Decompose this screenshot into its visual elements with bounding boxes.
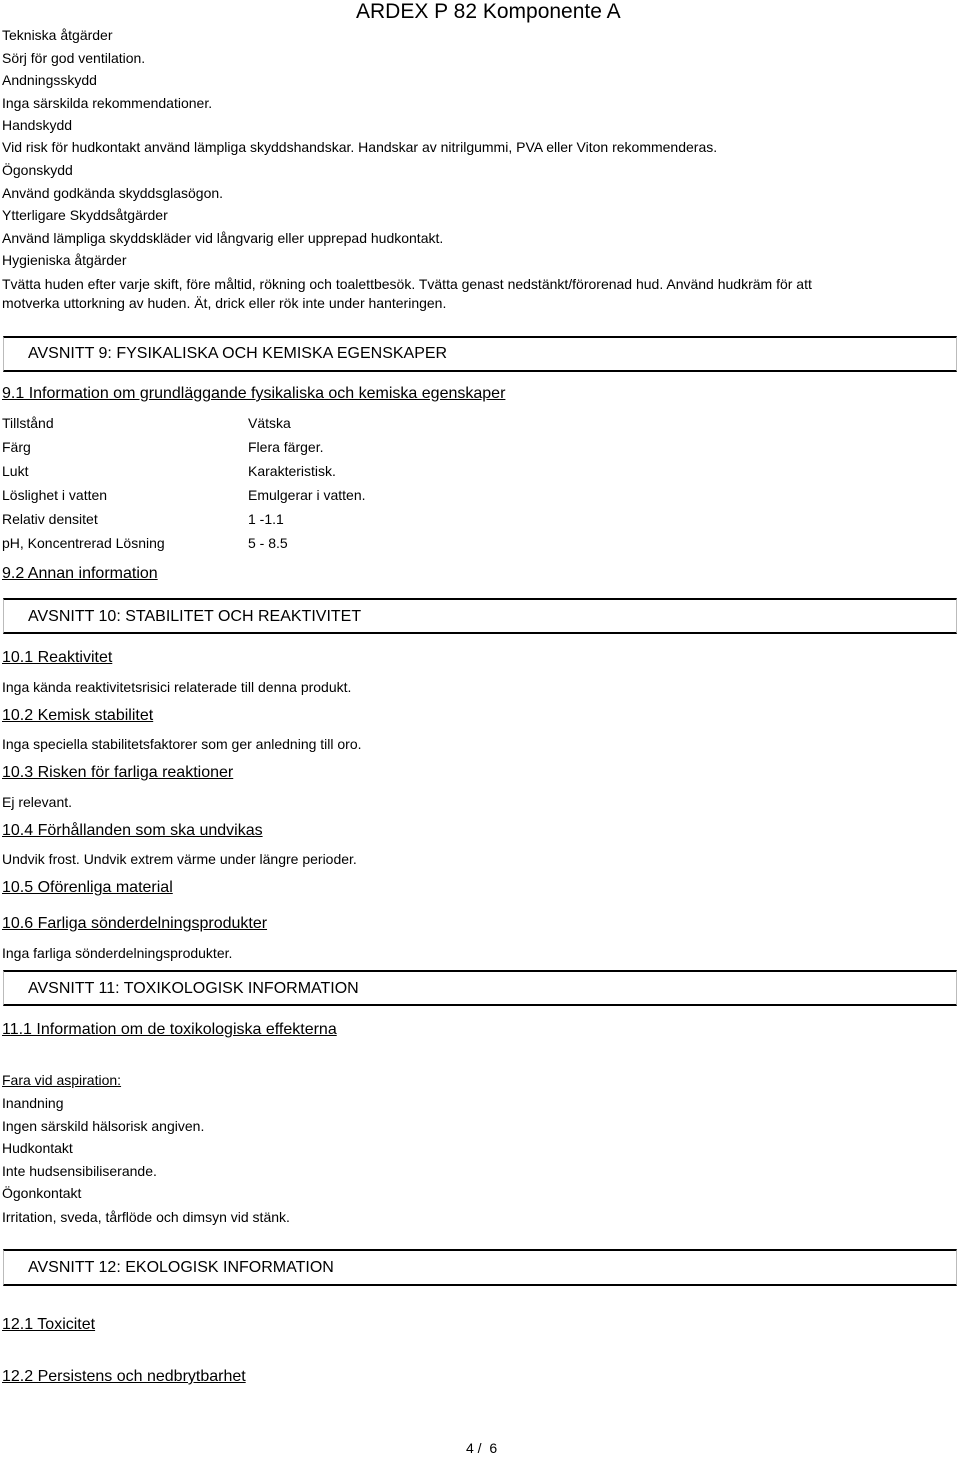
section-9-header [3,336,957,372]
property-label-ph: pH, Koncentrerad Lösning [2,535,165,551]
heading-skin-contact: Hudkontakt [2,1140,73,1156]
subsection-9-2: 9.2 Annan information [2,565,158,582]
property-value-density: 1 -1.1 [248,511,284,527]
text-respiratory: Inga särskilda rekommendationer. [2,95,213,111]
subsection-9-1: 9.1 Information om grundläggande fysikaliska och kemiska egenskaper [2,385,506,402]
heading-aspiration-hazard: Fara vid aspiration: [2,1072,122,1088]
text-10-2: Inga speciella stabilitetsfaktorer som ger anledning till oro. [2,736,362,752]
heading-technical-measures: Tekniska åtgärder [2,27,113,43]
text-hand-protection: Vid risk för hudkontakt använd lämpliga skyddshandskar. Handskar av nitrilgummi, PVA eller Viton rekommenderas. [2,139,718,155]
text-inhalation: Ingen särskild hälsorisk angiven. [2,1118,205,1134]
subsection-10-2: 10.2 Kemisk stabilitet [2,707,154,724]
subsection-10-4: 10.4 Förhållanden som ska undvikas [2,822,263,839]
section-9-title: AVSNITT 9: FYSIKALISKA OCH KEMISKA EGENSKAPER [28,345,448,362]
page-number: 4 / 6 [466,1440,498,1456]
heading-hygiene-measures: Hygieniska åtgärder [2,252,127,268]
subsection-10-6: 10.6 Farliga sönderdelningsprodukter [2,915,268,932]
subsection-12-1: 12.1 Toxicitet [2,1316,96,1333]
text-eye-protection: Använd godkända skyddsglasögon. [2,185,224,201]
section-10-header [3,598,957,634]
text-additional-protection: Använd lämpliga skyddskläder vid långvarig eller upprepad hudkontakt. [2,230,444,246]
property-value-color: Flera färger. [248,439,324,455]
text-hygiene-line1: Tvätta huden efter varje skift, före måltid, rökning och toalettbesök. Tvätta genast nedstänkt/förorenad hud. Använd hudkräm för att [2,276,812,292]
text-eye-contact: Irritation, sveda, tårflöde och dimsyn vid stänk. [2,1209,290,1225]
text-10-1: Inga kända reaktivitetsrisici relaterade till denna produkt. [2,679,352,695]
text-hygiene-line2: motverka uttorkning av huden. Ät, drick eller rök inte under hanteringen. [2,295,447,311]
section-11-title: AVSNITT 11: TOXIKOLOGISK INFORMATION [28,980,359,997]
subsection-10-5: 10.5 Oförenliga material [2,879,173,896]
subsection-10-1: 10.1 Reaktivitet [2,649,113,666]
property-label-odor: Lukt [2,463,29,479]
subsection-12-2: 12.2 Persistens och nedbrytbarhet [2,1368,246,1385]
heading-eye-contact: Ögonkontakt [2,1185,82,1201]
heading-respiratory-protection: Andningsskydd [2,72,97,88]
heading-hand-protection: Handskydd [2,117,73,133]
section-12-title: AVSNITT 12: EKOLOGISK INFORMATION [28,1259,334,1276]
property-value-odor: Karakteristisk. [248,463,336,479]
heading-inhalation: Inandning [2,1095,64,1111]
heading-eye-protection: Ögonskydd [2,162,73,178]
text-10-3: Ej relevant. [2,794,73,810]
text-ventilation: Sörj för god ventilation. [2,50,146,66]
subsection-10-3: 10.3 Risken för farliga reaktioner [2,764,234,781]
property-label-color: Färg [2,439,31,455]
section-11-header [3,970,957,1006]
subsection-11-1: 11.1 Information om de toxikologiska effekterna [2,1021,337,1038]
heading-additional-protection: Ytterligare Skyddsåtgärder [2,207,168,223]
property-label-state: Tillstånd [2,415,54,431]
property-value-solubility: Emulgerar i vatten. [248,487,366,503]
text-10-4: Undvik frost. Undvik extrem värme under längre perioder. [2,851,357,867]
property-label-solubility: Löslighet i vatten [2,487,108,503]
document-title: ARDEX P 82 Komponente A [356,0,621,23]
property-value-state: Vätska [248,415,291,431]
text-skin-contact: Inte hudsensibiliserande. [2,1163,157,1179]
section-12-header [3,1249,957,1286]
property-label-density: Relativ densitet [2,511,98,527]
section-10-title: AVSNITT 10: STABILITET OCH REAKTIVITET [28,608,362,625]
text-10-6: Inga farliga sönderdelningsprodukter. [2,945,233,961]
property-value-ph: 5 - 8.5 [248,535,288,551]
